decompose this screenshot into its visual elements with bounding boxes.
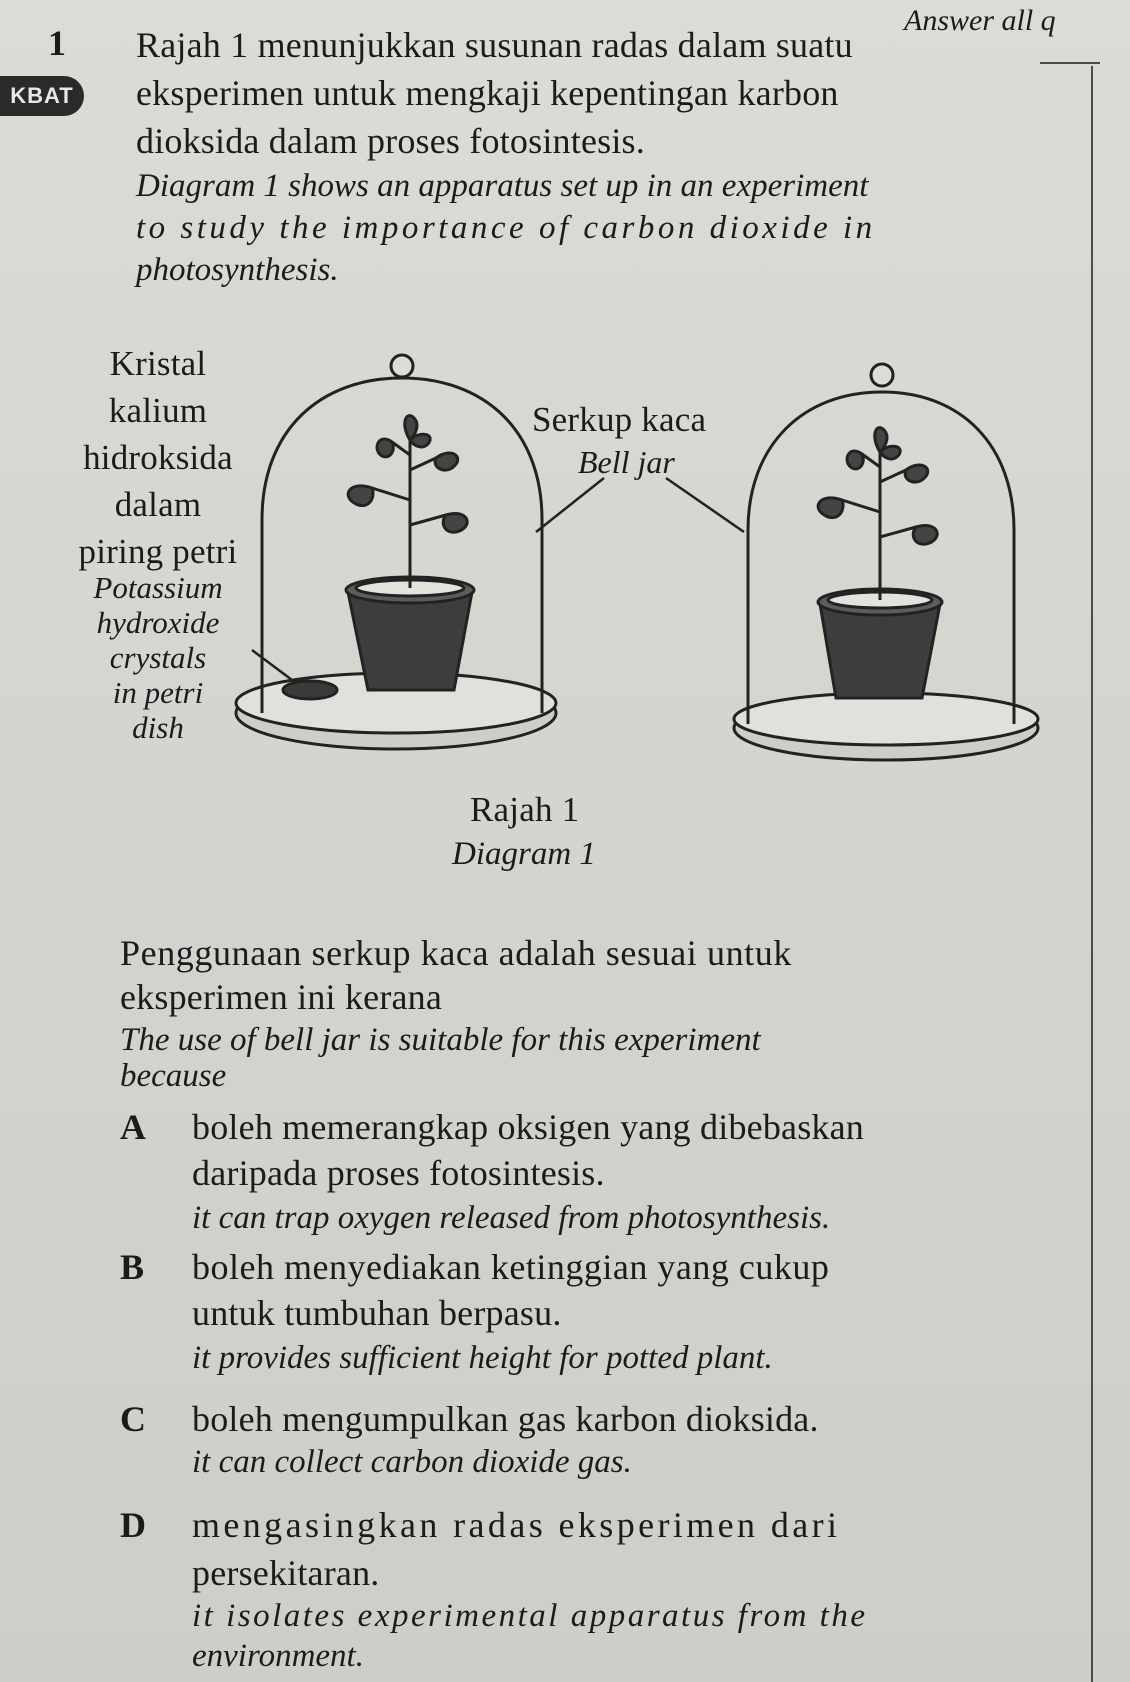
label-bell-jar-ms: Serkup kaca: [532, 400, 707, 439]
right-leaf: [905, 465, 928, 482]
caption-en: Diagram 1: [452, 836, 596, 872]
option-d-letter: D: [120, 1505, 146, 1545]
option-c-letter: C: [120, 1399, 146, 1439]
label-left-ms-4: dalam: [114, 485, 202, 524]
label-left-ms-1: Kristal: [109, 344, 207, 383]
right-bell-jar-knob: [871, 364, 893, 386]
stem-en-line-1: Diagram 1 shows an apparatus set up in an experiment: [136, 168, 869, 204]
label-left-en-4: in petri: [112, 675, 204, 710]
label-left-ms-3: hidroksida: [83, 438, 233, 477]
label-left-en-2: hydroxide: [96, 605, 220, 640]
left-pot: [348, 592, 472, 690]
left-leaf: [443, 514, 467, 533]
option-d-ms-line-2: persekitaran.: [192, 1553, 380, 1593]
left-apparatus: [236, 355, 556, 749]
option-d-en-line-2: environment.: [192, 1638, 364, 1674]
header-corner-text: Answer all q: [904, 4, 1056, 37]
left-bell-jar-knob: [391, 355, 413, 377]
option-b-ms-line-2: untuk tumbuhan berpasu.: [192, 1293, 562, 1333]
right-leaf: [818, 498, 843, 518]
option-a-en-line-1: it can trap oxygen released from photosynthesis.: [192, 1200, 831, 1236]
right-pot: [820, 604, 940, 698]
prompt-ms-line-1: Penggunaan serkup kaca adalah sesuai untuk: [120, 933, 792, 973]
left-leaf: [377, 439, 393, 457]
caption-ms: Rajah 1: [470, 790, 580, 829]
leader-line-bell-jar-right: [666, 478, 744, 532]
left-leaf: [348, 486, 373, 506]
right-base-plate-top: [734, 693, 1038, 745]
label-left-en-5: dish: [132, 710, 184, 745]
right-leaf: [880, 446, 900, 459]
stem-en-line-3: photosynthesis.: [136, 252, 339, 288]
option-b-ms-line-1: boleh menyediakan ketinggian yang cukup: [192, 1247, 830, 1287]
option-b-letter: B: [120, 1247, 145, 1287]
label-left-ms-2: kalium: [108, 391, 208, 430]
stem-ms-line-2: eksperimen untuk mengkaji kepentingan karbon: [136, 73, 839, 113]
leader-line-bell-jar-left: [536, 478, 604, 532]
prompt-en-line-1: The use of bell jar is suitable for this experiment: [120, 1022, 761, 1058]
label-left-en-3: crystals: [109, 640, 207, 675]
option-d-ms-line-1: mengasingkan radas eksperimen dari: [192, 1505, 841, 1545]
label-bell-jar-en: Bell jar: [578, 444, 675, 480]
label-left-en-1: Potassium: [93, 570, 223, 605]
option-b-en-line-1: it provides sufficient height for potted plant.: [192, 1340, 773, 1376]
option-d-en-line-1: it isolates experimental apparatus from the: [192, 1598, 868, 1634]
left-leaf: [410, 434, 430, 447]
petri-dish: [283, 681, 337, 699]
apparatus-diagram: [0, 0, 1130, 820]
stem-ms-line-3: dioksida dalam proses fotosintesis.: [136, 121, 645, 161]
option-c-en-line-1: it can collect carbon dioxide gas.: [192, 1444, 632, 1480]
prompt-en-line-2: because: [120, 1058, 227, 1094]
option-c-ms-line-1: boleh mengumpulkan gas karbon dioksida.: [192, 1399, 819, 1439]
stem-en-line-2: to study the importance of carbon dioxide in: [136, 210, 876, 246]
left-leaf: [435, 453, 458, 470]
right-leaf: [847, 451, 863, 469]
option-a-ms-line-2: daripada proses fotosintesis.: [192, 1153, 605, 1193]
leader-line-petri: [252, 650, 296, 683]
option-a-ms-line-1: boleh memerangkap oksigen yang dibebaskan: [192, 1107, 865, 1147]
right-leaf: [913, 526, 937, 545]
stem-ms-line-1: Rajah 1 menunjukkan susunan radas dalam suatu: [136, 25, 853, 65]
label-left-ms-5: piring petri: [78, 532, 238, 571]
prompt-ms-line-2: eksperimen ini kerana: [120, 977, 443, 1017]
option-a-letter: A: [120, 1107, 146, 1147]
question-number: 1: [48, 23, 66, 63]
right-apparatus: [734, 364, 1038, 760]
kbat-badge: KBAT: [0, 76, 84, 116]
